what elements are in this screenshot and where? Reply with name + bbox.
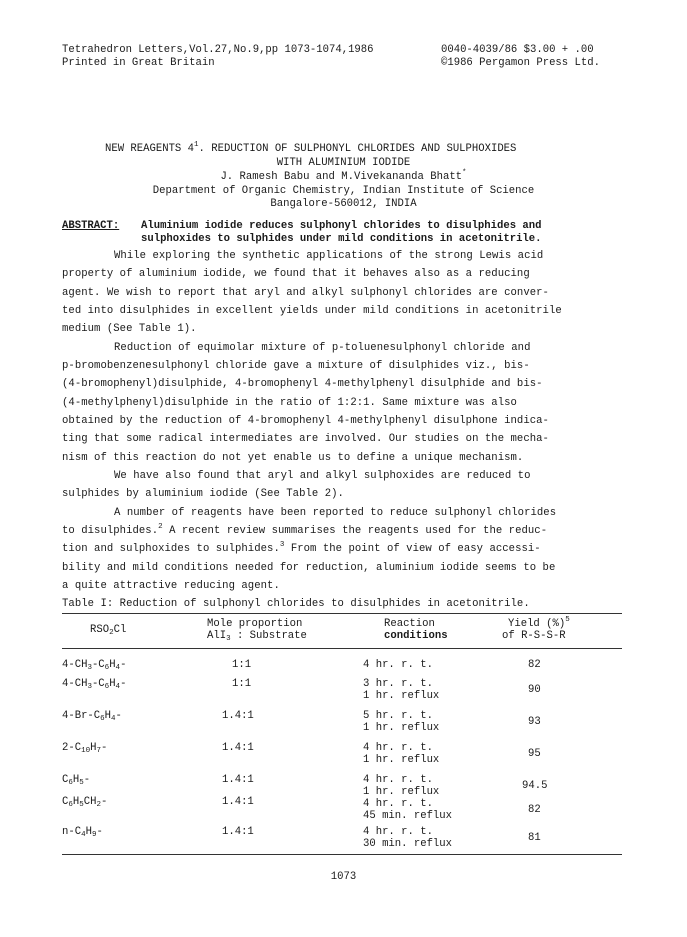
corresponding-author-mark: * [462, 169, 467, 177]
reference-mark: 3 [279, 541, 285, 549]
paragraph-1-line: agent. We wish to report that aryl and alkyl sulphonyl chlorides are conver- [62, 287, 549, 299]
text-span: From the point of view of easy accessi- [284, 543, 541, 555]
table-row-substituent: $4-Br-C_6H_4-$ [62, 710, 122, 723]
table-cell-yield: 93 [528, 716, 541, 728]
table-header-reaction: Reaction [384, 618, 435, 630]
table-cell-condition: 45 min. reflux [363, 810, 453, 822]
table-top-rule [62, 613, 622, 614]
table-row-substituent: $4-CH_3-C_6H_4-$ [62, 678, 127, 691]
table-cell-ratio: 1:1 [232, 678, 252, 690]
table-cell-ratio: 1.4:1 [222, 710, 254, 722]
affiliation: Department of Organic Chemistry, Indian Institute of Science [152, 185, 535, 197]
table-header-rule [62, 648, 622, 649]
paragraph-4-line: bility and mild conditions needed for reduction, aluminium iodide seems to be [62, 562, 556, 574]
reference-mark: 2 [158, 523, 163, 531]
reference-mark: 5 [565, 616, 570, 624]
paragraph-3-line: sulphides by aluminium iodide (See Table 2). [62, 488, 344, 500]
paragraph-3-line: We have also found that aryl and alkyl sulphoxides are reduced to [114, 470, 531, 482]
paragraph-4-line: a quite attractive reducing agent. [62, 580, 280, 592]
title-part-a: NEW REAGENTS 4 [105, 143, 195, 155]
table-cell-ratio: 1:1 [232, 659, 252, 671]
table-header-ali3-substrate: AlI$_3$ : Substrate [207, 630, 307, 643]
table-header-rso2cl: $RSO_2Cl$ [90, 624, 127, 637]
table-header-conditions: conditions [384, 630, 448, 642]
table-cell-condition: 4 hr. r. t. [363, 659, 433, 671]
table-row-substituent: $C_6H_5-$ [62, 774, 91, 787]
table-cell-condition: 1 hr. reflux [363, 722, 440, 734]
paragraph-2-line: ting that some radical intermediates are involved. Our studies on the mecha- [62, 433, 549, 445]
copyright: ©1986 Pergamon Press Ltd. [441, 57, 600, 69]
table-cell-yield: 82 [528, 659, 541, 671]
table-row-substituent: $4-CH_3-C_6H_4-$ [62, 659, 127, 672]
table-cell-ratio: 1.4:1 [222, 796, 254, 808]
paragraph-1-line: property of aluminium iodide, we found that it behaves also as a reducing [62, 268, 530, 280]
paragraph-2-line: obtained by the reduction of 4-bromophenyl 4-methylphenyl disulphone indica- [62, 415, 549, 427]
abstract-label [62, 220, 119, 232]
paragraph-1-line: medium (See Table 1). [62, 323, 197, 335]
table-row-substituent: $2-C_{10}H_7-$ [62, 742, 108, 755]
text-span: tion and sulphoxides to sulphides. [62, 543, 280, 555]
text-span: A recent review summarises the reagents used for the reduc- [162, 525, 548, 537]
table-cell-ratio: 1.4:1 [222, 826, 254, 838]
table-caption: Table I: Reduction of sulphonyl chlorides to disulphides in acetonitrile. [62, 598, 530, 610]
table-header-mole-proportion: Mole proportion [207, 618, 303, 630]
table-cell-yield: 95 [528, 748, 541, 760]
author-names: J. Ramesh Babu and M.Vivekananda Bhatt [220, 171, 463, 183]
authors [0, 171, 687, 183]
table-cell-condition: 5 hr. r. t. [363, 710, 433, 722]
table-cell-condition: 4 hr. r. t. [363, 798, 433, 810]
table-cell-condition: 4 hr. r. t. [363, 742, 433, 754]
table-cell-yield: 82 [528, 804, 541, 816]
address: Bangalore-560012, INDIA [270, 198, 417, 210]
table-header-of-rssr: of R-S-S-R [502, 630, 566, 642]
paragraph-4-line [62, 543, 541, 555]
text-span: to disulphides. [62, 525, 159, 537]
table-cell-ratio: 1.4:1 [222, 774, 254, 786]
table-row-substituent: $C_6H_5CH_2-$ [62, 796, 108, 809]
abstract-heading: ABSTRACT: [62, 220, 120, 232]
paragraph-1-line: ted into disulphides in excellent yields under mild conditions in acetonitrile [62, 305, 562, 317]
yield-label: Yield (%) [508, 618, 566, 630]
paragraph-2-line: Reduction of equimolar mixture of p-toluenesulphonyl chloride and [114, 342, 531, 354]
paragraph-2-line: (4-methylphenyl)disulphide in the ratio of 1:2:1. Same mixture was also [62, 397, 517, 409]
paper-title [105, 143, 516, 155]
table-cell-condition: 3 hr. r. t. [363, 678, 433, 690]
table-cell-yield: 81 [528, 832, 541, 844]
table-cell-yield: 94.5 [522, 780, 548, 792]
title-footnote-mark: 1 [194, 141, 199, 149]
table-cell-ratio: 1.4:1 [222, 742, 254, 754]
title-part-b: . REDUCTION OF SULPHONYL CHLORIDES AND SULPHOXIDES [198, 143, 517, 155]
table-cell-condition: 4 hr. r. t. [363, 826, 433, 838]
table-cell-condition: 30 min. reflux [363, 838, 453, 850]
table-bottom-rule [62, 854, 622, 855]
paragraph-2-line: (4-bromophenyl)disulphide, 4-bromophenyl 4-methylphenyl disulphide and bis- [62, 378, 543, 390]
journal-citation: Tetrahedron Letters,Vol.27,No.9,pp 1073-1074,1986 [62, 44, 374, 56]
paragraph-1-line: While exploring the synthetic applications of the strong Lewis acid [114, 250, 544, 262]
table-cell-condition: 4 hr. r. t. [363, 774, 433, 786]
abstract-line-1: Aluminium iodide reduces sulphonyl chlorides to disulphides and [141, 220, 542, 232]
table-cell-yield: 90 [528, 684, 541, 696]
abstract-line-2: sulphoxides to sulphides under mild conditions in acetonitrile. [141, 233, 542, 245]
table-cell-condition: 1 hr. reflux [363, 690, 440, 702]
table-cell-condition: 1 hr. reflux [363, 786, 440, 798]
paragraph-4-line: A number of reagents have been reported to reduce sulphonyl chlorides [114, 507, 557, 519]
paper-title-line2: WITH ALUMINIUM IODIDE [276, 157, 411, 169]
printed-location: Printed in Great Britain [62, 57, 215, 69]
paragraph-4-line [62, 525, 547, 537]
page-number: 1073 [330, 871, 357, 883]
table-row-substituent: $n-C_4H_9-$ [62, 826, 103, 839]
price-code: 0040-4039/86 $3.00 + .00 [441, 44, 594, 56]
paragraph-2-line: nism of this reaction do not yet enable us to define a unique mechanism. [62, 452, 524, 464]
table-cell-condition: 1 hr. reflux [363, 754, 440, 766]
paragraph-2-line: p-bromobenzenesulphonyl chloride gave a mixture of disulphides viz., bis- [62, 360, 530, 372]
